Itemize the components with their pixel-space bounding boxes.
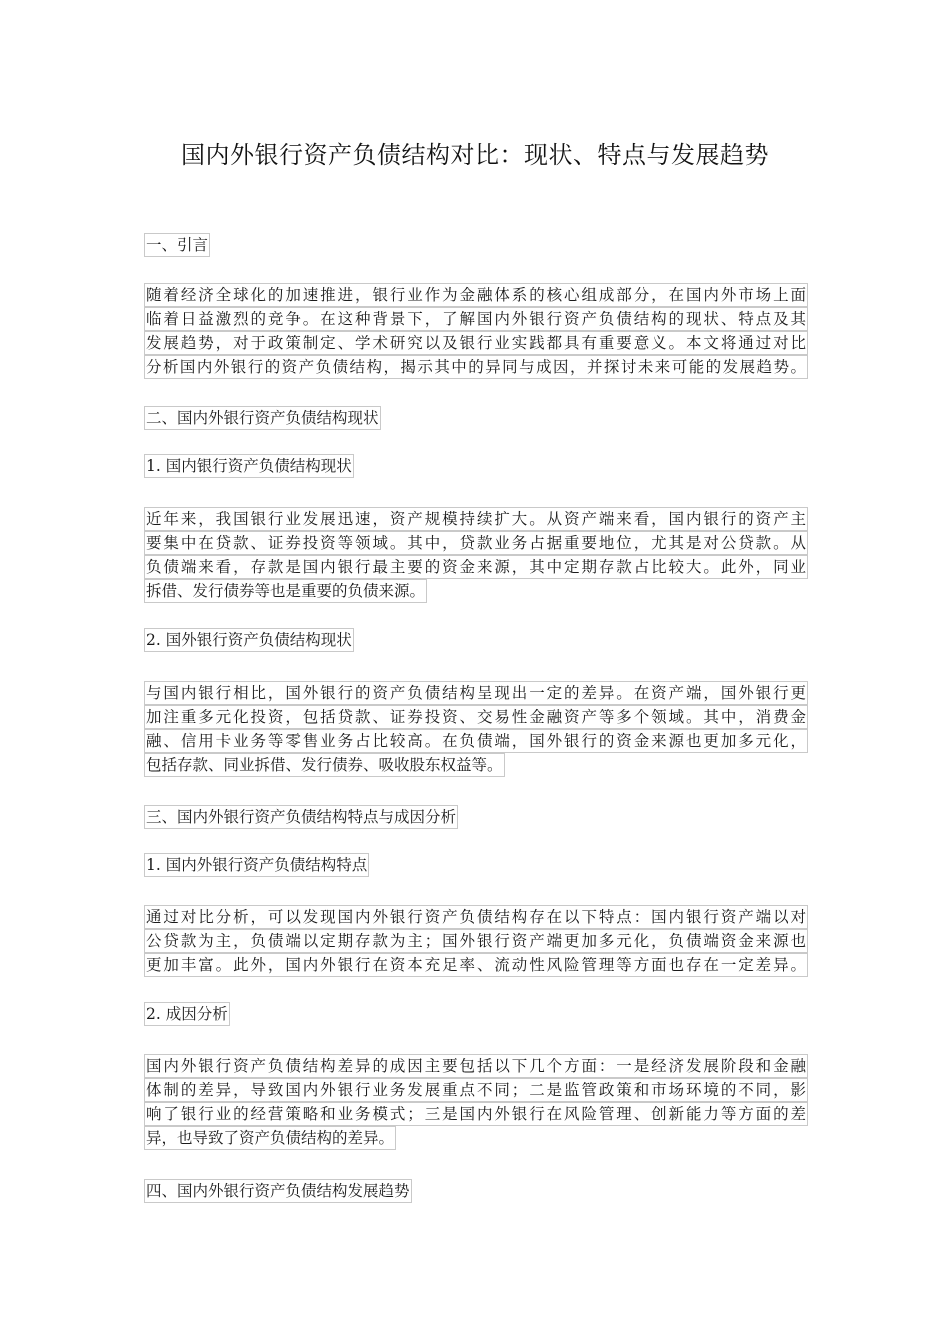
line-text: 拆借、发行债券等也是重要的负债来源。 xyxy=(144,579,427,603)
paragraph-line xyxy=(144,953,808,977)
line-text: 发展趋势，对于政策制定、学术研究以及银行业实践都具有重要意义。本文将通过对比 xyxy=(144,331,808,355)
paragraph-line xyxy=(144,729,808,753)
paragraph-line xyxy=(144,905,808,929)
subsection-heading-foreign xyxy=(144,628,354,652)
paragraph-line xyxy=(144,681,808,705)
section-heading-trends xyxy=(144,1179,412,1203)
section-heading-characteristics xyxy=(144,805,458,829)
paragraph-line xyxy=(144,1102,808,1126)
paragraph-line xyxy=(144,1078,808,1102)
document-title: 国内外银行资产负债结构对比：现状、特点与发展趋势 xyxy=(181,141,769,169)
paragraph-line xyxy=(144,579,808,603)
line-text: 要集中在贷款、证券投资等领域。其中，贷款业务占据重要地位，尤其是对公贷款。从 xyxy=(144,531,808,555)
paragraph-line xyxy=(144,555,808,579)
heading-text: 三、国内外银行资产负债结构特点与成因分析 xyxy=(144,805,458,829)
heading-text: 2. 国外银行资产负债结构现状 xyxy=(144,628,354,652)
line-text: 负债端来看，存款是国内银行最主要的资金来源，其中定期存款占比较大。此外，同业 xyxy=(144,555,808,579)
line-text: 体制的差异，导致国内外银行业务发展重点不同；二是监管政策和市场环境的不同，影 xyxy=(144,1078,808,1102)
line-text: 随着经济全球化的加速推进，银行业作为金融体系的核心组成部分，在国内外市场上面 xyxy=(144,283,808,307)
line-text: 融、信用卡业务等零售业务占比较高。在负债端，国外银行的资金来源也更加多元化， xyxy=(144,729,808,753)
heading-text: 四、国内外银行资产负债结构发展趋势 xyxy=(144,1179,412,1203)
paragraph-line xyxy=(144,507,808,531)
line-text: 包括存款、同业拆借、发行债券、吸收股东权益等。 xyxy=(144,753,505,777)
line-text: 国内外银行资产负债结构差异的成因主要包括以下几个方面：一是经济发展阶段和金融 xyxy=(144,1054,808,1078)
paragraph-line xyxy=(144,531,808,555)
section-heading-introduction xyxy=(144,233,210,257)
paragraph-line xyxy=(144,929,808,953)
heading-text: 1. 国内外银行资产负债结构特点 xyxy=(144,853,369,877)
line-text: 异，也导致了资产负债结构的差异。 xyxy=(144,1126,396,1150)
line-text: 通过对比分析，可以发现国内外银行资产负债结构存在以下特点：国内银行资产端以对 xyxy=(144,905,808,929)
subsection-heading-domestic xyxy=(144,454,354,478)
heading-text: 1. 国内银行资产负债结构现状 xyxy=(144,454,354,478)
line-text: 临着日益激烈的竞争。在这种背景下，了解国内外银行资产负债结构的现状、特点及其 xyxy=(144,307,808,331)
subsection-heading-causes xyxy=(144,1002,230,1026)
paragraph-line xyxy=(144,1126,808,1150)
paragraph-line xyxy=(144,753,808,777)
paragraph-line xyxy=(144,355,808,379)
paragraph-introduction xyxy=(144,283,808,379)
line-text: 响了银行业的经营策略和业务模式；三是国内外银行在风险管理、创新能力等方面的差 xyxy=(144,1102,808,1126)
paragraph-line xyxy=(144,705,808,729)
paragraph-features xyxy=(144,905,808,977)
paragraph-causes xyxy=(144,1054,808,1150)
line-text: 加注重多元化投资，包括贷款、证券投资、交易性金融资产等多个领域。其中，消费金 xyxy=(144,705,808,729)
paragraph-line xyxy=(144,307,808,331)
line-text: 公贷款为主，负债端以定期存款为主；国外银行资产端更加多元化，负债端资金来源也 xyxy=(144,929,808,953)
section-heading-status xyxy=(144,406,381,430)
heading-text: 一、引言 xyxy=(144,233,210,257)
subsection-heading-features xyxy=(144,853,369,877)
paragraph-foreign-status xyxy=(144,681,808,777)
paragraph-line xyxy=(144,283,808,307)
line-text: 与国内银行相比，国外银行的资产负债结构呈现出一定的差异。在资产端，国外银行更 xyxy=(144,681,808,705)
heading-text: 二、国内外银行资产负债结构现状 xyxy=(144,406,381,430)
line-text: 更加丰富。此外，国内外银行在资本充足率、流动性风险管理等方面也存在一定差异。 xyxy=(144,953,808,977)
line-text: 分析国内外银行的资产负债结构，揭示其中的异同与成因，并探讨未来可能的发展趋势。 xyxy=(144,355,808,379)
paragraph-line xyxy=(144,331,808,355)
heading-text: 2. 成因分析 xyxy=(144,1002,230,1026)
paragraph-line xyxy=(144,1054,808,1078)
line-text: 近年来，我国银行业发展迅速，资产规模持续扩大。从资产端来看，国内银行的资产主 xyxy=(144,507,808,531)
paragraph-domestic-status xyxy=(144,507,808,603)
